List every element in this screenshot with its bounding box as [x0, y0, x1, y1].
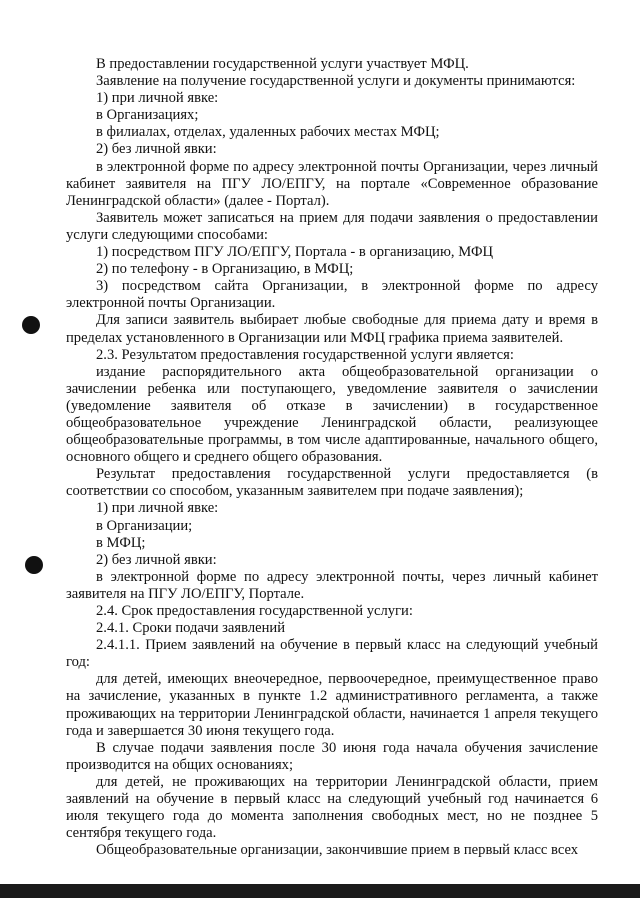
list-item: 1) при личной явке:	[96, 90, 219, 107]
paragraph: в электронной форме по адресу электронной почты Организации, через личный кабинет заявителя на ПГУ ЛО/ЕПГУ, на портале «Современное образование Ленинградской области» (далее - Портал).	[66, 158, 598, 209]
paragraph: Заявитель может записаться на прием для подачи заявления о предоставлении услуги следующими способами:	[66, 209, 598, 243]
list-item: в МФЦ;	[96, 534, 146, 551]
list-item: 1) посредством ПГУ ЛО/ЕПГУ, Портала - в организацию, МФЦ	[96, 244, 494, 261]
section-heading: 2.4.1.1. Прием заявлений на обучение в первый класс на следующий учебный год:	[66, 637, 598, 671]
punch-hole-mark	[22, 316, 40, 334]
paragraph: В предоставлении государственной услуги участвует МФЦ.	[96, 56, 469, 72]
list-item: 3) посредством сайта Организации, в электронной форме по адресу электронной почты Организации.	[66, 278, 598, 312]
paragraph: В случае подачи заявления после 30 июня года начала обучения зачисление производится на общих основаниях;	[66, 739, 598, 773]
paragraph: издание распорядительного акта общеобразовательной организации о зачислении ребенка или поступающего, уведомление заявителя о зачислении (уведомление заявителя об отказе в зачислении) в государственное общеобразовательное учреждение Ленинградской области, реализующее общеобразовательные программы, в том числе адаптированные, начального общего, основного общего и среднего общего образования.	[66, 363, 598, 466]
paragraph: для детей, имеющих внеочередное, первоочередное, преимущественное право на зачисление, указанных в пункте 1.2 административного регламента, а также проживающих на территории Ленинградской области, начинается 1 апреля текущего года и завершается 30 июня текущего года.	[66, 671, 598, 739]
list-item: 2) без личной явки:	[96, 551, 217, 568]
list-item: в филиалах, отделах, удаленных рабочих местах МФЦ;	[96, 124, 440, 141]
punch-hole-mark	[25, 556, 43, 574]
list-item: 2) без личной явки:	[96, 141, 217, 158]
scan-edge-border	[0, 884, 640, 898]
list-item: в электронной форме по адресу электронной почты, через личный кабинет заявителя на ПГУ ЛО/ЕПГУ, Портале.	[66, 568, 598, 602]
paragraph: Результат предоставления государственной услуги предоставляется (в соответствии со способом, указанным заявителем при подаче заявления);	[66, 466, 598, 500]
list-item: 1) при личной явке:	[96, 500, 219, 517]
paragraph: Для записи заявитель выбирает любые свободные для приема дату и время в пределах установленного в Организации или МФЦ графика приема заявителей.	[66, 312, 598, 346]
section-heading: 2.4. Срок предоставления государственной услуги:	[96, 603, 413, 619]
paragraph: для детей, не проживающих на территории Ленинградской области, прием заявлений на обучение в первый класс на следующий учебный год начинается 6 июля текущего года до момента заполнения свободных мест, но не позднее 5 сентября текущего года.	[66, 773, 598, 842]
paragraph: Общеобразовательные организации, закончившие прием в первый класс всех	[96, 842, 579, 859]
list-item: в Организации;	[96, 517, 193, 534]
section-heading: 2.3. Результатом предоставления государственной услуги является:	[96, 346, 514, 363]
list-item: в Организациях;	[96, 107, 199, 124]
paragraph: Заявление на получение государственной услуги и документы принимаются:	[96, 73, 576, 90]
list-item: 2) по телефону - в Организацию, в МФЦ;	[96, 261, 354, 278]
section-heading: 2.4.1. Сроки подачи заявлений	[96, 620, 286, 637]
document-text	[66, 56, 598, 859]
